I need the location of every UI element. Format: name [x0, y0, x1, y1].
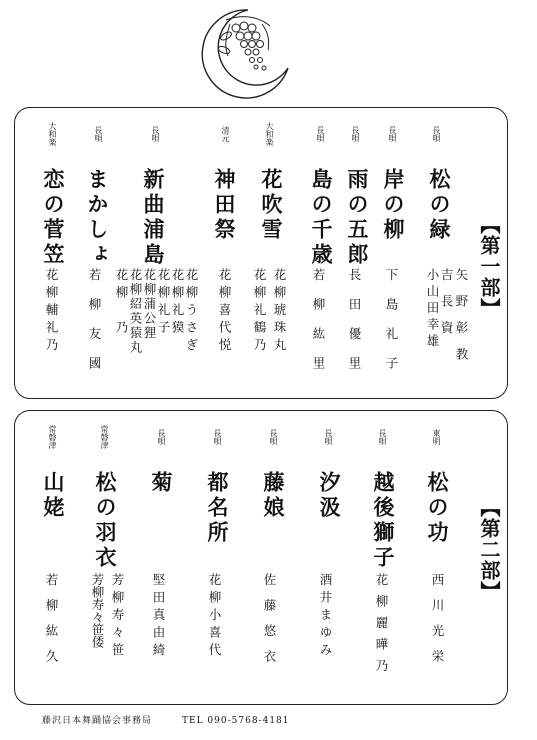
- program-title: 松の羽衣: [93, 471, 117, 571]
- performer-name: 花柳礼獏: [170, 268, 185, 338]
- genre-label: 長唄: [378, 429, 387, 445]
- performer-name: 花柳うさぎ: [184, 268, 199, 356]
- performer-name: 若柳友國: [87, 268, 102, 386]
- program-title: 岸の柳: [381, 168, 405, 243]
- program-panel-part1: [14, 107, 508, 399]
- section-heading: 【第一部】: [477, 214, 501, 319]
- program-title: 島の千歳: [309, 168, 333, 268]
- performer-name: 西川光栄: [430, 573, 445, 675]
- performer-name: 若柳紘里: [311, 268, 326, 386]
- footer-organization: 藤沢日本舞踊協会事務局: [42, 716, 153, 726]
- performer-name: 小山田幸雄: [425, 268, 440, 351]
- genre-label: 長唄: [432, 126, 441, 142]
- performer-name: 花柳輔礼乃: [44, 268, 59, 356]
- performer-name: 花柳小喜代: [207, 573, 222, 661]
- genre-label: 清元: [221, 126, 230, 142]
- genre-label: 常磐津: [100, 425, 109, 449]
- genre-label: 長唄: [316, 126, 325, 142]
- section-heading: 【第二部】: [477, 497, 501, 602]
- performer-name: 長田優里: [347, 268, 362, 386]
- performer-name: 芳柳寿々笹倭: [90, 573, 105, 648]
- genre-label: 常磐津: [48, 425, 57, 449]
- genre-label: 長唄: [269, 429, 278, 445]
- performer-name: 吉長資: [439, 268, 454, 348]
- performer-name: 花柳琥珠丸: [272, 268, 287, 356]
- performer-name: 花柳 乃: [114, 268, 129, 338]
- performer-name: 下島礼子: [384, 268, 399, 386]
- genre-label: 長唄: [151, 126, 160, 142]
- program-title: 新曲浦島: [141, 168, 165, 268]
- program-title: 恋の菅笠: [41, 168, 65, 268]
- genre-label: 長唄: [94, 126, 103, 142]
- program-title: 松の功: [425, 471, 449, 546]
- program-title: 花吹雪: [259, 168, 283, 243]
- genre-label: 長唄: [324, 429, 333, 445]
- performer-name: 若柳紘久: [44, 573, 59, 675]
- performer-name: 花柳蒲公狸: [142, 268, 157, 341]
- genre-label: 東明: [432, 429, 441, 445]
- performer-name: 堅田真由綺: [151, 573, 166, 661]
- program-title: 汐汲: [317, 471, 341, 521]
- footer-contact: [42, 713, 320, 726]
- program-panel-part2: [14, 410, 508, 705]
- genre-label: 長唄: [351, 126, 360, 142]
- performer-name: 花柳礼鶴乃: [252, 268, 267, 356]
- genre-label: 大和楽: [48, 122, 57, 146]
- genre-label: 長唄: [157, 429, 166, 445]
- program-title: まかしょ: [85, 168, 109, 268]
- program-title: 雨の五郎: [345, 168, 369, 268]
- performer-name: 花柳礼子: [156, 268, 171, 338]
- program-title: 山姥: [41, 471, 65, 521]
- performer-name: 佐藤悠衣: [262, 573, 277, 675]
- performer-name: 花柳麗曄乃: [374, 573, 389, 681]
- program-title: 越後獅子: [371, 471, 395, 571]
- genre-label: 長唄: [213, 429, 222, 445]
- program-title: 神田祭: [212, 168, 236, 243]
- performer-name: 芳柳寿々笹: [110, 573, 125, 661]
- program-title: 藤娘: [261, 471, 285, 521]
- program-title: 菊: [149, 471, 173, 496]
- performer-name: 酒井まゆみ: [318, 573, 333, 661]
- genre-label: 長唄: [388, 126, 397, 142]
- performer-name: 矢野彰教: [454, 268, 469, 374]
- program-title: 松の緑: [427, 168, 451, 243]
- performer-name: 花柳紹英猿丸: [128, 268, 143, 355]
- program-title: 都名所: [205, 471, 229, 546]
- crescent-wisteria-emblem: [196, 6, 292, 102]
- genre-label: 大和楽: [265, 122, 274, 146]
- performer-name: 花柳喜代悦: [217, 268, 232, 356]
- footer-telephone: TEL 090-5768-4181: [182, 716, 290, 726]
